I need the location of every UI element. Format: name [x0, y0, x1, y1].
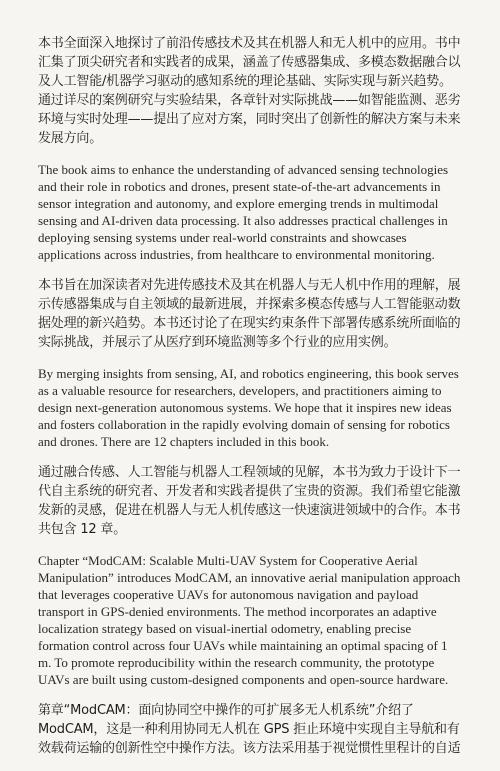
- paragraph-zh-4: 第章“ModCAM：面向协同空中操作的可扩展多无人机系统”介绍了 ModCAM，这是一种利用协同无人机在 GPS 拒止环境中实现自主导航和有效载荷运输的创新性空中操作方法。该方法采用基于视觉惯性里程计的自适: [38, 703, 461, 756]
- document-page: [38, 34, 462, 771]
- paragraph-en-1: The book aims to enhance the understanding of advanced sensing technologies and their role in robotics and drones, present state-of-the-art advancements in sensor integration and autonomy, and explore emerging trends in multimodal sensing and AI-driven data processing. It also addresses practical challenges in deploying sensing systems under real-world constraints and showcases applications across industries, from healthcare to environmental monitoring.: [38, 162, 449, 262]
- paragraph-zh-3: 通过融合传感、人工智能与机器人工程领域的见解，本书为致力于设计下一代自主系统的研究者、开发者和实践者提供了宝贵的资源。我们希望它能激发新的灵感，促进在机器人与无人机传感这一快速演进领域中的合作。本书共包含 12 章。: [38, 465, 461, 537]
- paragraph-zh-2: 本书旨在加深读者对先进传感技术及其在机器人与无人机中作用的理解，展示传感器集成与自主领域的最新进展，并探索多模态传感与人工智能驱动数据处理的新兴趋势。本书还讨论了在现实约束条件下部署传感系统所面临的实际挑战，并展示了从医疗到环境监测等多个行业的应用实例。: [38, 278, 461, 350]
- paragraph-zh-1: 本书全面深入地探讨了前沿传感技术及其在机器人和无人机中的应用。书中汇集了顶尖研究者和实践者的成果，涵盖了传感器集成、多模态数据融合以及人工智能/机器学习驱动的感知系统的理论基础、实际实现与新兴趋势。通过详尽的案例研究与实验结果，各章针对实际挑战——如智能监测、恶劣环境与实时处理——提出了应对方案，同时突出了创新性的解决方案与未来发展方向。: [38, 36, 461, 146]
- paragraph-en-3: Chapter “ModCAM: Scalable Multi-UAV System for Cooperative Aerial Manipulation” introduces ModCAM, an innovative aerial manipulation approach that leverages cooperative UAVs for autonomous navigation and payload transport in GPS-denied environments. The method incorporates an adaptive localization strategy based on visual-inertial odometry, enabling precise formation control across four UAVs while maintaining an optimal spacing of 1 m. To promote reproducibility within the research community, the prototype UAVs are built using custom-designed components and open-source hardware.: [38, 553, 461, 687]
- paragraph-en-2: By merging insights from sensing, AI, and robotics engineering, this book serves as a valuable resource for researchers, developers, and practitioners aiming to design next-generation autonomous systems. We hope that it inspires new ideas and fosters collaboration in the rapidly evolving domain of sensing for robotics and drones. There are 12 chapters included in this book.: [38, 366, 459, 449]
